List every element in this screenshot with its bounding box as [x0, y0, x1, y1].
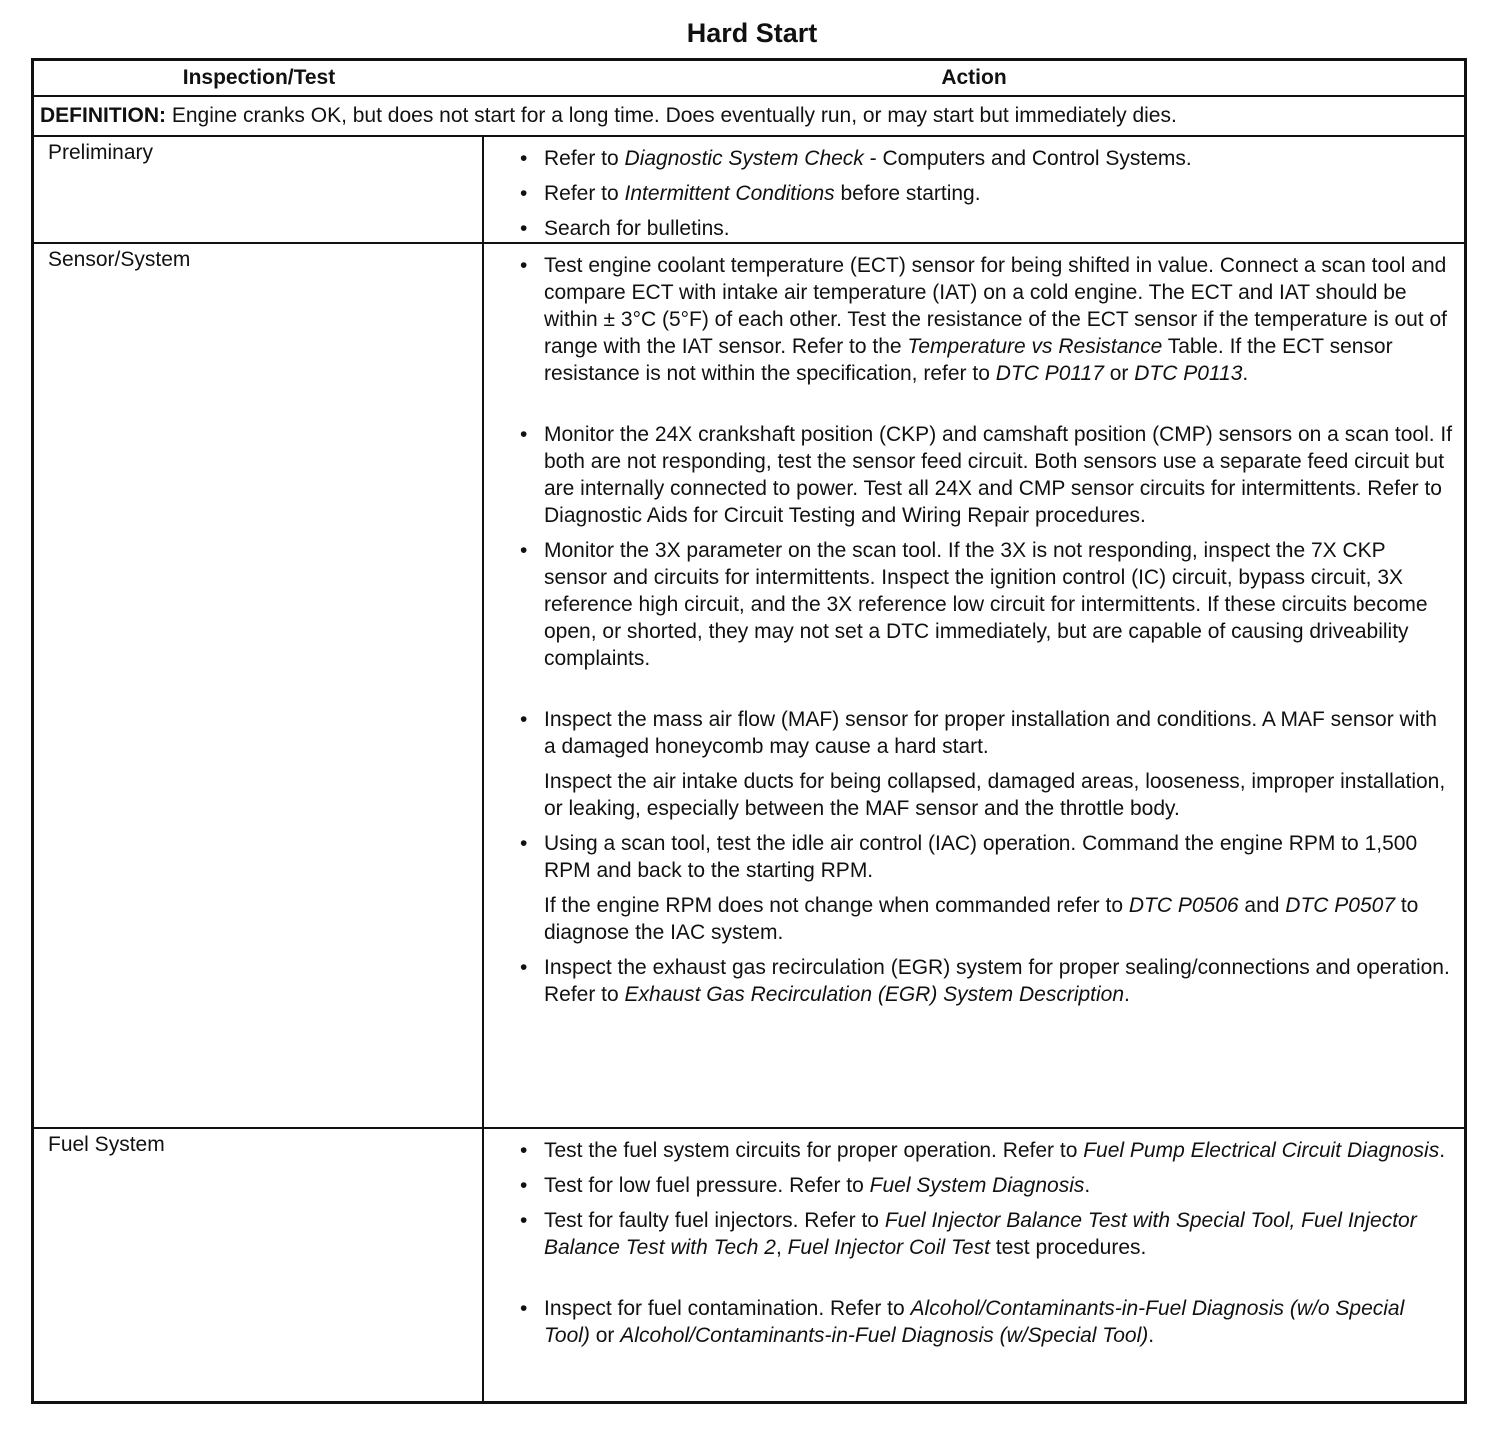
action-bullet-item	[514, 252, 1454, 387]
bullet-icon: •	[520, 1174, 528, 1197]
section-fuel-system	[34, 1129, 1464, 1404]
reference-text: Alcohol/Contaminants-in-Fuel Diagnosis (w/Special Tool)	[620, 1324, 1149, 1347]
action-text: .	[1124, 983, 1130, 1006]
action-text: .	[1148, 1324, 1155, 1347]
section-sensor-system	[34, 244, 1464, 1129]
bullet-icon: •	[520, 1209, 528, 1232]
reference-text: Diagnostic System Check	[624, 147, 864, 170]
bullet-icon: •	[520, 1139, 528, 1162]
bullet-icon: •	[520, 832, 528, 855]
action-text: before starting.	[834, 182, 981, 205]
reference-text: DTC P0507	[1285, 894, 1396, 917]
action-text: .	[1242, 362, 1249, 385]
action-text: Monitor the 24X crankshaft position (CKP) and camshaft position (CMP) sensors on a scan tool. If both are not responding, test the sensor feed circuit. Both sensors use a separate feed circuit but are internally connected to power. Test all 24X and CMP sensor circuits for intermittents. Refer to Diagnostic Aids for Circuit Testing and Wiring Repair procedures.	[544, 423, 1453, 527]
section-label: Fuel System	[48, 1133, 165, 1156]
bullet-icon: •	[520, 1297, 528, 1320]
bullet-icon: •	[520, 423, 528, 446]
reference-text: Intermittent Conditions	[624, 182, 835, 205]
action-bullet-item	[514, 537, 1454, 672]
bullet-icon: •	[520, 254, 528, 277]
action-text: Inspect the air intake ducts for being collapsed, damaged areas, looseness, improper installation, or leaking, especially between the MAF sensor and the throttle body.	[544, 770, 1446, 820]
action-list	[514, 252, 1454, 1016]
reference-text: Temperature vs Resistance	[907, 335, 1163, 358]
action-text: Search for bulletins.	[544, 217, 730, 240]
reference-text: Fuel Injector Balance Test with Special Tool, Fuel Injector Balance Test with Tech 2	[544, 1209, 1417, 1259]
section-preliminary	[34, 137, 1464, 244]
reference-text: Fuel Pump Electrical Circuit Diagnosis	[1083, 1139, 1440, 1162]
action-bullet-item	[514, 421, 1454, 529]
action-bullet-item	[514, 954, 1454, 1008]
action-text: .	[1084, 1174, 1091, 1197]
table-header	[34, 61, 1464, 97]
bullet-icon: •	[520, 708, 528, 731]
action-paragraph	[514, 892, 1454, 946]
action-text: Refer to	[544, 147, 625, 170]
reference-text: DTC P0506	[1128, 894, 1239, 917]
action-bullet-item	[514, 1295, 1454, 1349]
section-label: Sensor/System	[48, 248, 191, 271]
action-text: and	[1238, 894, 1286, 917]
action-paragraph	[514, 768, 1454, 822]
action-text: Inspect the exhaust gas recirculation (EGR) system for proper sealing/connections and operation. Refer to	[544, 956, 1450, 1006]
action-text: Monitor the 3X parameter on the scan tool. If the 3X is not responding, inspect the 7X CKP sensor and circuits for intermittents. Inspect the ignition control (IC) circuit, bypass circuit, 3X reference high circuit, and the 3X reference low circuit for intermittents. If these circuits become open, or shorted, they may not set a DTC immediately, but are capable of causing driveability complaints.	[544, 539, 1428, 670]
action-text: to diagnose the IAC system.	[544, 894, 1419, 944]
action-text: or	[589, 1324, 621, 1347]
reference-text: Alcohol/Contaminants-in-Fuel Diagnosis (w/o Special Tool)	[544, 1297, 1405, 1347]
action-text: test procedures.	[989, 1236, 1147, 1259]
action-bullet-item	[514, 180, 1454, 207]
action-text: Refer to	[544, 182, 625, 205]
bullet-icon: •	[520, 539, 528, 562]
hard-start-table	[31, 58, 1467, 1404]
bullet-icon: •	[520, 956, 528, 979]
definition-label: DEFINITION:	[40, 104, 166, 127]
action-text: Test for faulty fuel injectors. Refer to	[544, 1209, 885, 1232]
action-text: ,	[775, 1236, 788, 1259]
page-title: Hard Start	[686, 18, 818, 48]
bullet-icon: •	[520, 217, 528, 240]
section-label: Preliminary	[48, 141, 154, 164]
header-action: Action	[941, 66, 1007, 89]
reference-text: Fuel Injector Coil Test	[787, 1236, 990, 1259]
action-bullet-item	[514, 1207, 1454, 1261]
action-bullet-item	[514, 706, 1454, 760]
reference-text: DTC P0113	[1134, 362, 1243, 385]
action-text: If the engine RPM does not change when commanded refer to	[544, 894, 1129, 917]
definition-row	[34, 97, 1464, 137]
action-text: Table. If the ECT sensor resistance is not within the specification, refer to	[544, 335, 1393, 385]
action-text: Using a scan tool, test the idle air control (IAC) operation. Command the engine RPM to 1,500 RPM and back to the starting RPM.	[544, 832, 1418, 882]
definition-text: Engine cranks OK, but does not start for a long time. Does eventually run, or may start but immediately dies.	[166, 104, 1177, 127]
action-text: Inspect the mass air flow (MAF) sensor for proper installation and conditions. A MAF sensor with a damaged honeycomb may cause a hard start.	[544, 708, 1437, 758]
action-text: Test engine coolant temperature (ECT) sensor for being shifted in value. Connect a scan tool and compare ECT with intake air temperature (IAT) on a cold engine. The ECT and IAT should be within ± 3°C (5°F) of each other. Test the resistance of the ECT sensor if the temperature is out of range with the IAT sensor. Refer to the	[544, 254, 1447, 358]
action-text: Test the fuel system circuits for proper operation. Refer to	[544, 1139, 1084, 1162]
action-text: Test for low fuel pressure. Refer to	[544, 1174, 870, 1197]
action-text: or	[1103, 362, 1135, 385]
action-text: .	[1439, 1139, 1446, 1162]
action-bullet-item	[514, 215, 1454, 242]
reference-text: Exhaust Gas Recirculation (EGR) System Description	[624, 983, 1125, 1006]
action-list	[514, 1137, 1454, 1357]
header-inspection-test: Inspection/Test	[182, 66, 336, 89]
reference-text: DTC P0117	[995, 362, 1104, 385]
action-bullet-item	[514, 830, 1454, 884]
action-text: - Computers and Control Systems.	[863, 147, 1192, 170]
action-bullet-item	[514, 1172, 1454, 1199]
action-bullet-item	[514, 1137, 1454, 1164]
action-bullet-item	[514, 145, 1454, 172]
action-list	[514, 145, 1454, 250]
bullet-icon: •	[520, 182, 528, 205]
reference-text: Fuel System Diagnosis	[869, 1174, 1085, 1197]
action-text: Inspect for fuel contamination. Refer to	[544, 1297, 911, 1320]
bullet-icon: •	[520, 147, 528, 170]
